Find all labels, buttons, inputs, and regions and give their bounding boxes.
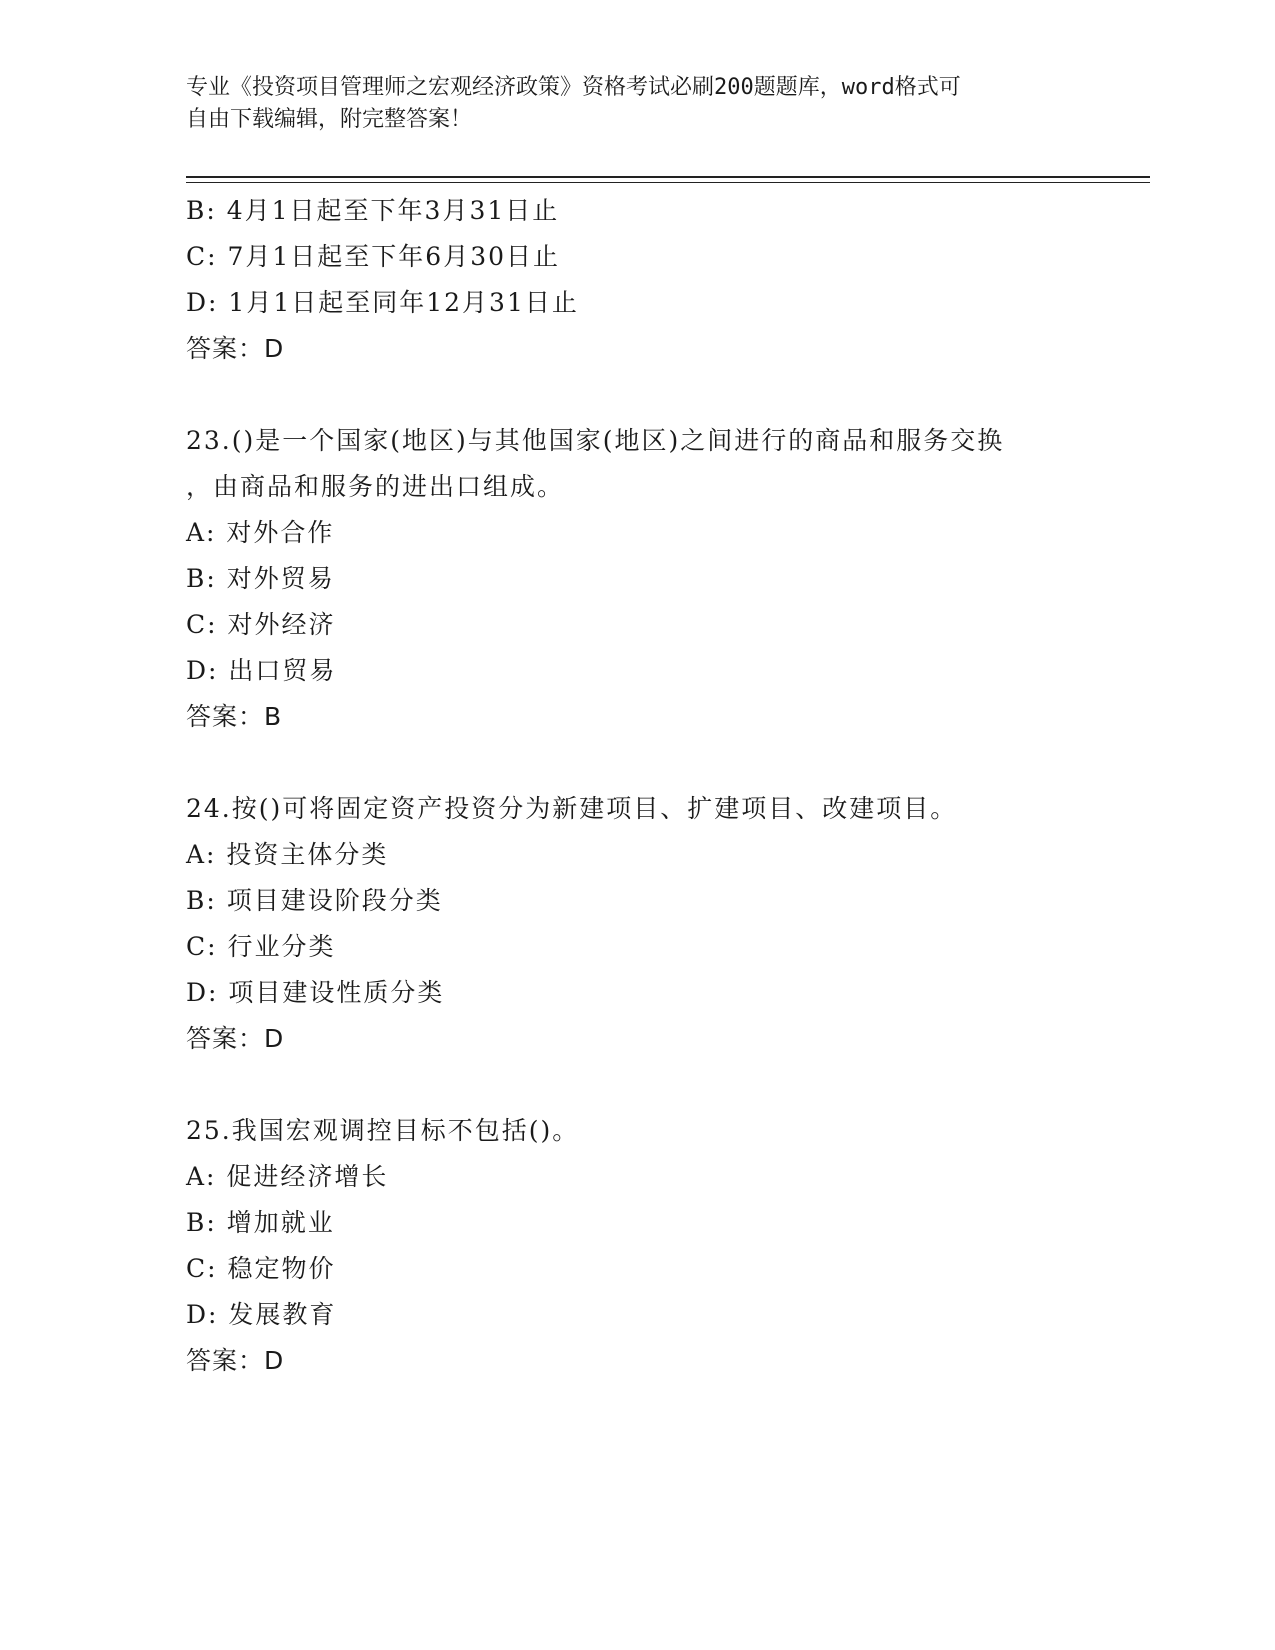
option-c: C: 行业分类 [186, 932, 336, 961]
question-text: 24.按()可将固定资产投资分为新建项目、扩建项目、改建项目。 [186, 794, 958, 823]
document-header [186, 72, 1066, 136]
option-a: A: 对外合作 [186, 518, 335, 547]
option-a: A: 促进经济增长 [186, 1162, 389, 1191]
option-d: D: 出口贸易 [186, 656, 337, 685]
option-b: B: 对外贸易 [186, 564, 335, 593]
spacer [186, 372, 1086, 418]
answer: 答案：D [186, 334, 285, 363]
option-b: B: 4月1日起至下年3月31日止 [186, 196, 560, 225]
answer: 答案：B [186, 702, 283, 731]
option-c: C: 对外经济 [186, 610, 336, 639]
option-d: D: 发展教育 [186, 1300, 337, 1329]
header-line-2: 自由下载编辑，附完整答案！ [186, 107, 473, 132]
option-c: C: 7月1日起至下年6月30日止 [186, 242, 561, 271]
question-list [186, 188, 1086, 1384]
answer: 答案：D [186, 1346, 285, 1375]
header-rule-thin [186, 182, 1150, 183]
option-c: C: 稳定物价 [186, 1254, 336, 1283]
question-text: 25.我国宏观调控目标不包括()。 [186, 1116, 580, 1145]
question-25 [186, 1108, 1086, 1384]
question-22-continued [186, 188, 1086, 372]
option-b: B: 项目建设阶段分类 [186, 886, 443, 915]
question-23 [186, 418, 1086, 740]
answer: 答案：D [186, 1024, 285, 1053]
option-d: D: 项目建设性质分类 [186, 978, 445, 1007]
option-a: A: 投资主体分类 [186, 840, 389, 869]
option-b: B: 增加就业 [186, 1208, 335, 1237]
spacer [186, 740, 1086, 786]
question-text-continued: ，由商品和服务的进出口组成。 [186, 472, 565, 501]
header-rule-thick [186, 176, 1150, 178]
option-d: D: 1月1日起至同年12月31日止 [186, 288, 579, 317]
spacer [186, 1062, 1086, 1108]
question-text: 23.()是一个国家(地区)与其他国家(地区)之间进行的商品和服务交换 [186, 426, 1005, 455]
header-line-1: 专业《投资项目管理师之宏观经济政策》资格考试必刷200题题库，word格式可 [186, 75, 961, 100]
question-24 [186, 786, 1086, 1062]
